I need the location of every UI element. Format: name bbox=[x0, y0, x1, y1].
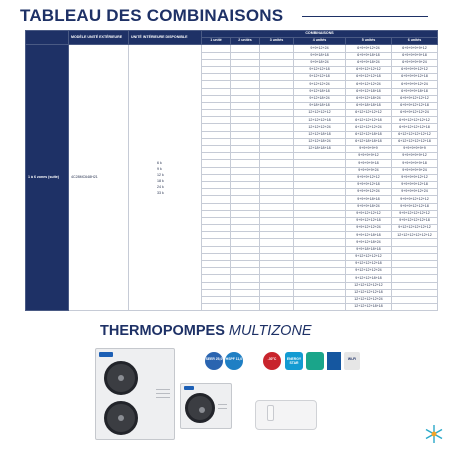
outdoor-unit-large bbox=[95, 348, 175, 440]
empty-cell bbox=[202, 189, 231, 196]
empty-cell bbox=[231, 296, 260, 303]
combination-cell: 6+12+12+12+24 bbox=[346, 124, 392, 131]
empty-cell bbox=[260, 225, 294, 232]
combination-cell: 12+12+12+12 bbox=[294, 110, 346, 117]
empty-cell bbox=[231, 282, 260, 289]
empty-cell bbox=[202, 246, 231, 253]
table-header-row bbox=[26, 31, 438, 38]
empty-cell bbox=[260, 88, 294, 95]
empty-cell bbox=[260, 275, 294, 282]
combination-cell: 6+9+9+9+12+18 bbox=[392, 74, 438, 81]
empty-cell bbox=[260, 246, 294, 253]
combination-cell bbox=[392, 304, 438, 311]
zone-cell: 1 à 6 zones (suite) bbox=[26, 45, 69, 311]
combination-cell bbox=[294, 196, 346, 203]
empty-cell bbox=[202, 124, 231, 131]
combination-cell: 9+9+12+12+12+12 bbox=[392, 210, 438, 217]
combination-cell: 9+12+12+24 bbox=[294, 81, 346, 88]
unit-count-header: 3 unités bbox=[260, 38, 294, 45]
badge-wifi: Wi-Fi bbox=[344, 352, 360, 370]
combinations-header: COMBINAISONS bbox=[202, 31, 438, 38]
combination-cell bbox=[294, 210, 346, 217]
empty-cell bbox=[202, 203, 231, 210]
combination-cell: 9+9+9+9+18 bbox=[346, 160, 392, 167]
empty-cell bbox=[202, 131, 231, 138]
empty-cell bbox=[202, 296, 231, 303]
combination-cell: 6+9+9+9+9+18 bbox=[392, 52, 438, 59]
empty-cell bbox=[202, 253, 231, 260]
empty-cell bbox=[202, 239, 231, 246]
combination-cell bbox=[392, 296, 438, 303]
empty-cell bbox=[260, 146, 294, 153]
combination-cell: 6+12+12+18+18 bbox=[346, 131, 392, 138]
combination-cell bbox=[294, 282, 346, 289]
section-subtitle bbox=[100, 323, 312, 339]
combination-cell: 12+12+12+18 bbox=[294, 117, 346, 124]
brand-logo bbox=[99, 352, 113, 357]
empty-cell bbox=[231, 110, 260, 117]
title-rule bbox=[302, 16, 428, 17]
badge-energy-star: ENERGY STAR bbox=[285, 352, 303, 370]
capacity-value: 18 k bbox=[157, 178, 164, 183]
empty-cell bbox=[260, 239, 294, 246]
empty-cell bbox=[202, 304, 231, 311]
combination-cell: 6+12+12+12+12+18 bbox=[392, 138, 438, 145]
combination-cell bbox=[294, 253, 346, 260]
empty-cell bbox=[260, 138, 294, 145]
subtitle-italic: MULTIZONE bbox=[228, 323, 312, 339]
combination-cell: 12+12+18+18 bbox=[294, 131, 346, 138]
empty-cell bbox=[202, 153, 231, 160]
empty-cell bbox=[202, 95, 231, 102]
empty-cell bbox=[202, 268, 231, 275]
empty-cell bbox=[231, 203, 260, 210]
combination-cell: 12+12+18+24 bbox=[294, 138, 346, 145]
combination-cell: 9+9+9+9+24 bbox=[346, 167, 392, 174]
empty-cell bbox=[260, 102, 294, 109]
combination-cell: 9+9+9+9+9+18 bbox=[392, 160, 438, 167]
empty-cell bbox=[231, 160, 260, 167]
empty-cell bbox=[231, 74, 260, 81]
combination-cell: 12+12+12+24 bbox=[294, 124, 346, 131]
table-row bbox=[26, 45, 438, 52]
empty-cell bbox=[260, 52, 294, 59]
empty-cell bbox=[202, 102, 231, 109]
empty-cell bbox=[231, 146, 260, 153]
empty-cell bbox=[231, 88, 260, 95]
capacity-value: 12 k bbox=[157, 172, 164, 177]
empty-cell bbox=[260, 217, 294, 224]
empty-cell bbox=[202, 45, 231, 52]
combination-cell bbox=[294, 189, 346, 196]
empty-cell bbox=[202, 52, 231, 59]
empty-cell bbox=[202, 66, 231, 73]
empty-cell bbox=[202, 110, 231, 117]
empty-cell bbox=[231, 138, 260, 145]
model-header: MODÈLE UNITÉ EXTÉRIEURE bbox=[69, 31, 129, 45]
empty-cell bbox=[260, 160, 294, 167]
empty-cell bbox=[231, 174, 260, 181]
indoor-capacity-cell bbox=[129, 45, 202, 311]
empty-cell bbox=[231, 45, 260, 52]
combination-cell: 6+12+12+12+12+12 bbox=[392, 131, 438, 138]
combination-cell bbox=[294, 160, 346, 167]
combination-cell: 9+12+12+12+18 bbox=[346, 261, 392, 268]
combination-cell: 9+9+12+18+18 bbox=[346, 232, 392, 239]
empty-cell bbox=[231, 131, 260, 138]
combination-cell: 9+12+18+24 bbox=[294, 95, 346, 102]
combination-cell: 9+9+12+24 bbox=[294, 45, 346, 52]
unit-count-header: 2 unités bbox=[231, 38, 260, 45]
badge-seer: SEER 25,0 bbox=[205, 352, 223, 370]
combination-cell: 6+9+12+12+24 bbox=[346, 81, 392, 88]
empty-cell bbox=[231, 275, 260, 282]
grille bbox=[156, 397, 170, 398]
combination-cell: 6+12+12+12+12 bbox=[346, 110, 392, 117]
empty-cell bbox=[202, 81, 231, 88]
fan-icon bbox=[185, 393, 215, 423]
empty-cell bbox=[231, 232, 260, 239]
empty-cell bbox=[231, 196, 260, 203]
empty-cell bbox=[231, 268, 260, 275]
combination-cell bbox=[294, 203, 346, 210]
combination-cell bbox=[392, 246, 438, 253]
combination-cell bbox=[294, 225, 346, 232]
fan-icon bbox=[104, 401, 138, 435]
combination-cell: 9+12+12+12+24 bbox=[346, 268, 392, 275]
empty-cell bbox=[260, 203, 294, 210]
combination-cell: 12+12+12+12+18 bbox=[346, 289, 392, 296]
combination-cell: 6+9+18+18+18 bbox=[346, 102, 392, 109]
empty-cell bbox=[202, 282, 231, 289]
combination-cell: 9+9+18+18+18 bbox=[346, 246, 392, 253]
capacity-value: 33 k bbox=[157, 190, 164, 195]
fan-icon bbox=[104, 361, 138, 395]
empty-cell bbox=[202, 275, 231, 282]
combination-cell: 9+12+18+18 bbox=[294, 88, 346, 95]
empty-cell bbox=[231, 261, 260, 268]
combination-cell: 6+9+9+12+12+12 bbox=[392, 95, 438, 102]
combination-cell: 9+9+9+9+12+18 bbox=[392, 181, 438, 188]
combination-cell: 6+9+9+9+18+18 bbox=[392, 88, 438, 95]
empty-cell bbox=[231, 59, 260, 66]
empty-cell bbox=[231, 289, 260, 296]
combination-cell: 6+9+9+12+12+18 bbox=[392, 102, 438, 109]
grille bbox=[156, 389, 170, 390]
combination-cell: 6+9+12+12+18 bbox=[346, 74, 392, 81]
empty-cell bbox=[202, 146, 231, 153]
unit-count-header: 4 unités bbox=[294, 38, 346, 45]
combination-cell: 6+9+12+18+18 bbox=[346, 88, 392, 95]
empty-cell bbox=[202, 289, 231, 296]
empty-cell bbox=[260, 282, 294, 289]
empty-cell bbox=[231, 246, 260, 253]
combination-cell: 9+9+9+9+9+24 bbox=[392, 167, 438, 174]
empty-cell bbox=[260, 253, 294, 260]
empty-cell bbox=[231, 52, 260, 59]
empty-cell bbox=[202, 167, 231, 174]
empty-cell bbox=[260, 261, 294, 268]
empty-cell bbox=[260, 181, 294, 188]
brand-logo bbox=[184, 386, 194, 390]
grille bbox=[156, 393, 170, 394]
combination-cell bbox=[294, 246, 346, 253]
model-cell: 4C28MC648H21 bbox=[69, 45, 129, 311]
empty-cell bbox=[202, 88, 231, 95]
combination-cell bbox=[294, 261, 346, 268]
empty-cell bbox=[260, 304, 294, 311]
empty-cell bbox=[231, 253, 260, 260]
empty-cell bbox=[202, 225, 231, 232]
grille bbox=[218, 404, 227, 405]
empty-cell bbox=[202, 232, 231, 239]
combination-cell: 12+12+12+12+12+12 bbox=[392, 232, 438, 239]
combination-cell: 9+9+9+9+12+24 bbox=[392, 189, 438, 196]
combination-cell: 9+9+9+18+24 bbox=[346, 203, 392, 210]
empty-cell bbox=[260, 74, 294, 81]
combination-cell: 12+12+12+12+12 bbox=[346, 282, 392, 289]
empty-cell bbox=[260, 196, 294, 203]
combination-cell bbox=[392, 239, 438, 246]
combination-cell bbox=[294, 174, 346, 181]
empty-cell bbox=[260, 117, 294, 124]
grille bbox=[218, 408, 227, 409]
empty-cell bbox=[231, 210, 260, 217]
combination-cell: 9+9+9+9+9+9 bbox=[392, 146, 438, 153]
combination-cell: 12+12+12+12+24 bbox=[346, 296, 392, 303]
empty-cell bbox=[231, 225, 260, 232]
empty-cell bbox=[202, 217, 231, 224]
empty-cell bbox=[202, 210, 231, 217]
empty-cell bbox=[202, 117, 231, 124]
combination-cell: 9+9+12+18+24 bbox=[346, 239, 392, 246]
combination-cell bbox=[392, 261, 438, 268]
combination-cell: 9+12+12+18 bbox=[294, 66, 346, 73]
combination-cell: 9+9+12+12+18 bbox=[346, 217, 392, 224]
combination-cell: 12+18+18+18 bbox=[294, 146, 346, 153]
empty-cell bbox=[231, 217, 260, 224]
empty-cell bbox=[260, 81, 294, 88]
empty-cell bbox=[260, 59, 294, 66]
capacity-value: 24 k bbox=[157, 184, 164, 189]
empty-cell bbox=[260, 189, 294, 196]
combination-cell: 6+9+9+18+18 bbox=[346, 52, 392, 59]
empty-cell bbox=[202, 174, 231, 181]
empty-cell bbox=[202, 74, 231, 81]
combination-cell: 9+9+12+12+12 bbox=[346, 210, 392, 217]
empty-cell bbox=[260, 232, 294, 239]
combination-cell: 6+9+9+18+24 bbox=[346, 59, 392, 66]
combination-cell bbox=[294, 304, 346, 311]
indoor-wall-unit bbox=[255, 400, 317, 430]
combination-cell: 9+9+18+24 bbox=[294, 59, 346, 66]
indoor-header: UNITÉ INTÉRIEURE DISPONIBLE bbox=[129, 31, 202, 45]
combination-cell: 9+9+9+9+9+12 bbox=[392, 153, 438, 160]
combination-cell: 6+9+12+12+12 bbox=[346, 66, 392, 73]
combination-cell: 9+9+9+12+24 bbox=[346, 189, 392, 196]
empty-cell bbox=[260, 131, 294, 138]
combination-cell: 6+9+9+9+12+24 bbox=[392, 81, 438, 88]
combination-cell: 9+12+12+12+12 bbox=[346, 253, 392, 260]
empty-cell bbox=[260, 124, 294, 131]
combination-cell: 6+9+9+9+9+24 bbox=[392, 59, 438, 66]
combination-cell: 6+9+9+12+24 bbox=[346, 45, 392, 52]
badge-leaf-icon bbox=[306, 352, 324, 370]
empty-cell bbox=[231, 95, 260, 102]
empty-cell bbox=[202, 181, 231, 188]
combination-cell bbox=[392, 253, 438, 260]
empty-cell bbox=[231, 81, 260, 88]
badge-temperature: -30°C bbox=[263, 352, 281, 370]
combination-cell: 6+12+12+12+18 bbox=[346, 117, 392, 124]
empty-cell bbox=[260, 167, 294, 174]
combination-cell bbox=[392, 275, 438, 282]
snowflake-sun-icon bbox=[424, 424, 444, 444]
combination-cell: 9+9+12+12+12+18 bbox=[392, 217, 438, 224]
combination-cell bbox=[294, 268, 346, 275]
combination-cell: 12+12+12+18+18 bbox=[346, 304, 392, 311]
unit-count-header: 1 unité bbox=[202, 38, 231, 45]
badge-certification-icon bbox=[327, 352, 341, 370]
combination-cell: 9+9+9+12+12+18 bbox=[392, 203, 438, 210]
empty-cell bbox=[231, 304, 260, 311]
combination-cell: 9+9+9+9+9 bbox=[346, 146, 392, 153]
combination-cell bbox=[294, 239, 346, 246]
combination-cell: 6+9+12+18+24 bbox=[346, 95, 392, 102]
capacity-value: 9 k bbox=[157, 166, 162, 171]
empty-cell bbox=[202, 138, 231, 145]
empty-cell bbox=[231, 181, 260, 188]
combination-cell: 9+12+12+18+18 bbox=[346, 275, 392, 282]
empty-cell bbox=[260, 95, 294, 102]
empty-cell bbox=[260, 174, 294, 181]
empty-cell bbox=[260, 110, 294, 117]
empty-cell bbox=[231, 189, 260, 196]
combination-cell: 9+9+9+12+12 bbox=[346, 174, 392, 181]
unit-count-header: 6 unités bbox=[392, 38, 438, 45]
empty-cell bbox=[260, 45, 294, 52]
combination-cell bbox=[294, 167, 346, 174]
combination-cell: 9+9+12+12+24 bbox=[346, 225, 392, 232]
combination-cell bbox=[392, 289, 438, 296]
combination-cell: 9+9+9+9+12 bbox=[346, 153, 392, 160]
empty-cell bbox=[231, 153, 260, 160]
combination-cell: 6+9+9+9+12+12 bbox=[392, 66, 438, 73]
combination-cell: 9+9+9+9+12+12 bbox=[392, 174, 438, 181]
combination-cell bbox=[294, 296, 346, 303]
combination-cell bbox=[294, 181, 346, 188]
subtitle-bold: THERMOPOMPES bbox=[100, 323, 225, 339]
combination-cell: 9+9+9+12+12+12 bbox=[392, 196, 438, 203]
outdoor-unit-small bbox=[180, 383, 232, 429]
combination-cell: 6+9+12+12+12+18 bbox=[392, 124, 438, 131]
empty-cell bbox=[260, 153, 294, 160]
combination-cell bbox=[392, 282, 438, 289]
combination-cell: 9+18+18+18 bbox=[294, 102, 346, 109]
zone-header bbox=[26, 31, 69, 45]
combination-cell: 9+9+9+18+18 bbox=[346, 196, 392, 203]
combination-cell bbox=[294, 153, 346, 160]
empty-cell bbox=[231, 167, 260, 174]
combination-cell: 9+12+12+18 bbox=[294, 74, 346, 81]
empty-cell bbox=[231, 124, 260, 131]
empty-cell bbox=[231, 239, 260, 246]
combination-cell bbox=[294, 232, 346, 239]
page-title: TABLEAU DES COMBINAISONS bbox=[20, 6, 284, 25]
empty-cell bbox=[202, 196, 231, 203]
combination-cell: 9+9+18+18 bbox=[294, 52, 346, 59]
unit-count-header: 5 unités bbox=[346, 38, 392, 45]
combination-cell bbox=[294, 289, 346, 296]
badge-hspf: HSPF 11,0 bbox=[225, 352, 243, 370]
empty-cell bbox=[202, 261, 231, 268]
empty-cell bbox=[202, 59, 231, 66]
combination-cell: 9+12+12+12+12+12 bbox=[392, 225, 438, 232]
combinations-table bbox=[25, 30, 438, 311]
empty-cell bbox=[260, 268, 294, 275]
empty-cell bbox=[260, 289, 294, 296]
empty-cell bbox=[260, 66, 294, 73]
capacity-value: 6 k bbox=[157, 160, 162, 165]
combination-cell bbox=[294, 275, 346, 282]
combination-cell: 6+9+9+12+12+24 bbox=[392, 110, 438, 117]
combination-cell: 6+9+12+12+12+12 bbox=[392, 117, 438, 124]
combination-cell: 9+9+9+12+18 bbox=[346, 181, 392, 188]
combination-cell: 6+9+9+9+9+12 bbox=[392, 45, 438, 52]
combination-cell bbox=[392, 268, 438, 275]
empty-cell bbox=[231, 117, 260, 124]
empty-cell bbox=[202, 160, 231, 167]
empty-cell bbox=[231, 66, 260, 73]
empty-cell bbox=[260, 296, 294, 303]
combination-cell: 6+12+18+18+18 bbox=[346, 138, 392, 145]
remote-control bbox=[267, 405, 274, 421]
combination-cell bbox=[294, 217, 346, 224]
empty-cell bbox=[231, 102, 260, 109]
empty-cell bbox=[260, 210, 294, 217]
